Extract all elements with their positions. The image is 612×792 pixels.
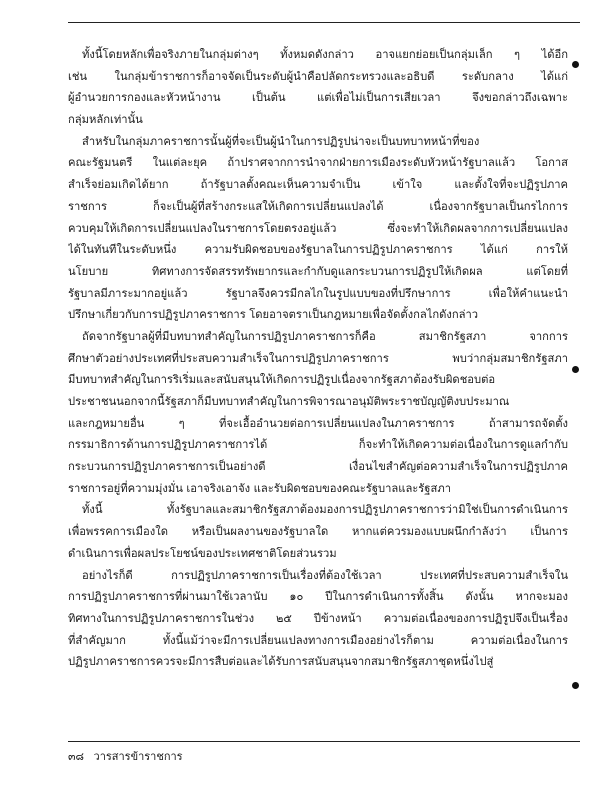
text-line: และกฎหมายอื่น ๆ ที่จะเอื้ออำนวยต่อการเปลี่ยนแปลงในภาคราชการ ถ้าสามารถจัดตั้ง xyxy=(68,416,568,430)
text-line: มีบทบาทสำคัญในการริเริ่มและสนับสนุนให้เกิดการปฏิรูปเนื่องจากรัฐสภาต้องรับผิดชอบต่อ xyxy=(68,373,496,387)
text-line: นโยบาย ทิศทางการจัดสรรทรัพยากรและกำกับดูแลกระบวนการปฏิรูปให้เกิดผล แต่โดยที่ xyxy=(68,264,568,278)
text-line: กระบวนการปฏิรูปภาคราชการเป็นอย่างดี เงื่อนไขสำคัญต่อความสำเร็จในการปฏิรูปภาค xyxy=(68,460,568,474)
text-line: ที่สำคัญมาก ทั้งนี้แม้ว่าจะมีการเปลี่ยนแปลงทางการเมืองอย่างไรก็ตาม ความต่อเนื่องในการ xyxy=(68,633,568,647)
publication-title: วารสารข้าราชการ xyxy=(93,750,183,763)
text-line: กรรมาธิการด้านการปฏิรูปภาคราชการได้ ก็จะทำให้เกิดความต่อเนื่องในการดูแลกำกับ xyxy=(68,438,568,452)
text-line: เพื่อพรรคการเมืองใด หรือเป็นผลงานของรัฐบาลใด หากแต่ควรมองแบบผนึกกำลังว่า เป็นการ xyxy=(68,525,568,539)
text-line: ผู้อำนวยการกองและหัวหน้างาน เป็นต้น แต่เพื่อไม่เป็นการเสียเวลา จึงขอกล่าวถึงเฉพาะ xyxy=(68,91,568,105)
text-line: อย่างไรก็ดี การปฏิรูปภาคราชการเป็นเรื่องที่ต้องใช้เวลา ประเทศที่ประสบความสำเร็จใน xyxy=(82,568,568,582)
text-line: เช่น ในกลุ่มข้าราชการก็อาจจัดเป็นระดับผู้นำคือปลัดกระทรวงและอธิบดี ระดับกลาง ได้แก่ xyxy=(68,69,568,83)
punch-hole-dot xyxy=(572,61,579,68)
text-line: ประชาชนนอกจากนี้รัฐสภาก็มีบทบาทสำคัญในการพิจารณาอนุมัติพระราชบัญญัติงบประมาณ xyxy=(68,395,510,408)
article-body xyxy=(68,44,568,673)
text-line: คณะรัฐมนตรี ในแต่ละยุค ถ้าปราศจากการนำจากฝ่ายการเมืองระดับหัวหน้ารัฐบาลแล้ว โอกาส xyxy=(68,156,568,170)
paragraph xyxy=(68,565,568,673)
text-line: สำหรับในกลุ่มภาคราชการนั้นผู้ที่จะเป็นผู้นำในการปฏิรูปน่าจะเป็นบทบาทหน้าที่ของ xyxy=(82,134,480,148)
text-line: ถัดจากรัฐบาลผู้ที่มีบทบาทสำคัญในการปฏิรูปภาคราชการก็คือ สมาชิกรัฐสภา จากการ xyxy=(82,329,568,343)
punch-hole-dot xyxy=(572,682,579,689)
text-line: ดำเนินการเพื่อผลประโยชน์ของประเทศชาติโดยส่วนรวม xyxy=(68,546,337,560)
page-footer xyxy=(68,748,183,766)
text-line: ปฏิรูปภาคราชการควรจะมีการสืบต่อและได้รับการสนับสนุนจากสมาชิกรัฐสภาชุดหนึ่งไปสู่ xyxy=(68,655,494,669)
page-number: ๓๘ xyxy=(68,750,85,763)
text-line: ราชการ ก็จะเป็นผู้ที่สร้างกระแสให้เกิดการเปลี่ยนแปลงได้ เนื่องจากรัฐบาลเป็นกรไกการ xyxy=(68,199,568,213)
paragraph xyxy=(68,499,568,564)
text-line: ได้ในทันทีในระดับหนึ่ง ความรับผิดชอบของรัฐบาลในการปฏิรูปภาคราชการ ได้แก่ การให้ xyxy=(68,243,568,257)
bottom-rule xyxy=(68,741,580,742)
text-line: สำเร็จย่อมเกิดได้ยาก ถ้ารัฐบาลตั้งคณะเห็นความจำเป็น เข้าใจ และตั้งใจที่จะปฏิรูปภาค xyxy=(68,178,568,192)
text-line: การปฏิรูปภาคราชการที่ผ่านมาใช้เวลานับ ๑๐ ปีในการดำเนินการทั้งสิ้น ดังนั้น หากจะมอง xyxy=(68,590,568,604)
punch-hole-dot xyxy=(572,366,579,373)
text-line: ปรึกษาเกี่ยวกับการปฏิรูปภาคราชการ โดยอาจตราเป็นกฎหมายเพื่อจัดตั้งกลไกดังกล่าว xyxy=(68,308,479,322)
text-line: กลุ่มหลักเท่านั้น xyxy=(68,113,143,127)
paragraph xyxy=(68,326,568,500)
top-rule xyxy=(68,22,580,23)
text-line: ทั้งนี้ ทั้งรัฐบาลและสมาชิกรัฐสภาต้องมองการปฏิรูปภาคราชการว่ามิใช่เป็นการดำเนินการ xyxy=(82,503,568,517)
text-line: ควบคุมให้เกิดการเปลี่ยนแปลงในราชการโดยตรงอยู่แล้ว ซึ่งจะทำให้เกิดผลจากการเปลี่ยนแปลง xyxy=(68,221,568,235)
text-line: ทิศทางในการปฏิรูปภาคราชการในช่วง ๒๕ ปีข้างหน้า ความต่อเนื่องของการปฏิรูปจึงเป็นเรื่อง xyxy=(68,611,568,625)
text-line: รัฐบาลมีภาระมากอยู่แล้ว รัฐบาลจึงควรมีกลไกในรูปแบบของที่ปรึกษาการ เพื่อให้คำแนะนำ xyxy=(68,286,568,300)
text-line: ราชการอยู่ที่ความมุ่งมั่น เอาจริงเอาจัง และรับผิดชอบของคณะรัฐบาลและรัฐสภา xyxy=(68,481,451,495)
paragraph xyxy=(68,44,568,131)
text-line: ศึกษาตัวอย่างประเทศที่ประสบความสำเร็จในการปฏิรูปภาคราชการ พบว่ากลุ่มสมาชิกรัฐสภา xyxy=(68,351,568,365)
text-line: ทั้งนี้โดยหลักเพื่อจริงภายในกลุ่มต่างๆ ทั้งหมดดังกล่าว อาจแยกย่อยเป็นกลุ่มเล็ก ๆ ได้อีก xyxy=(82,48,568,61)
paragraph xyxy=(68,131,568,326)
